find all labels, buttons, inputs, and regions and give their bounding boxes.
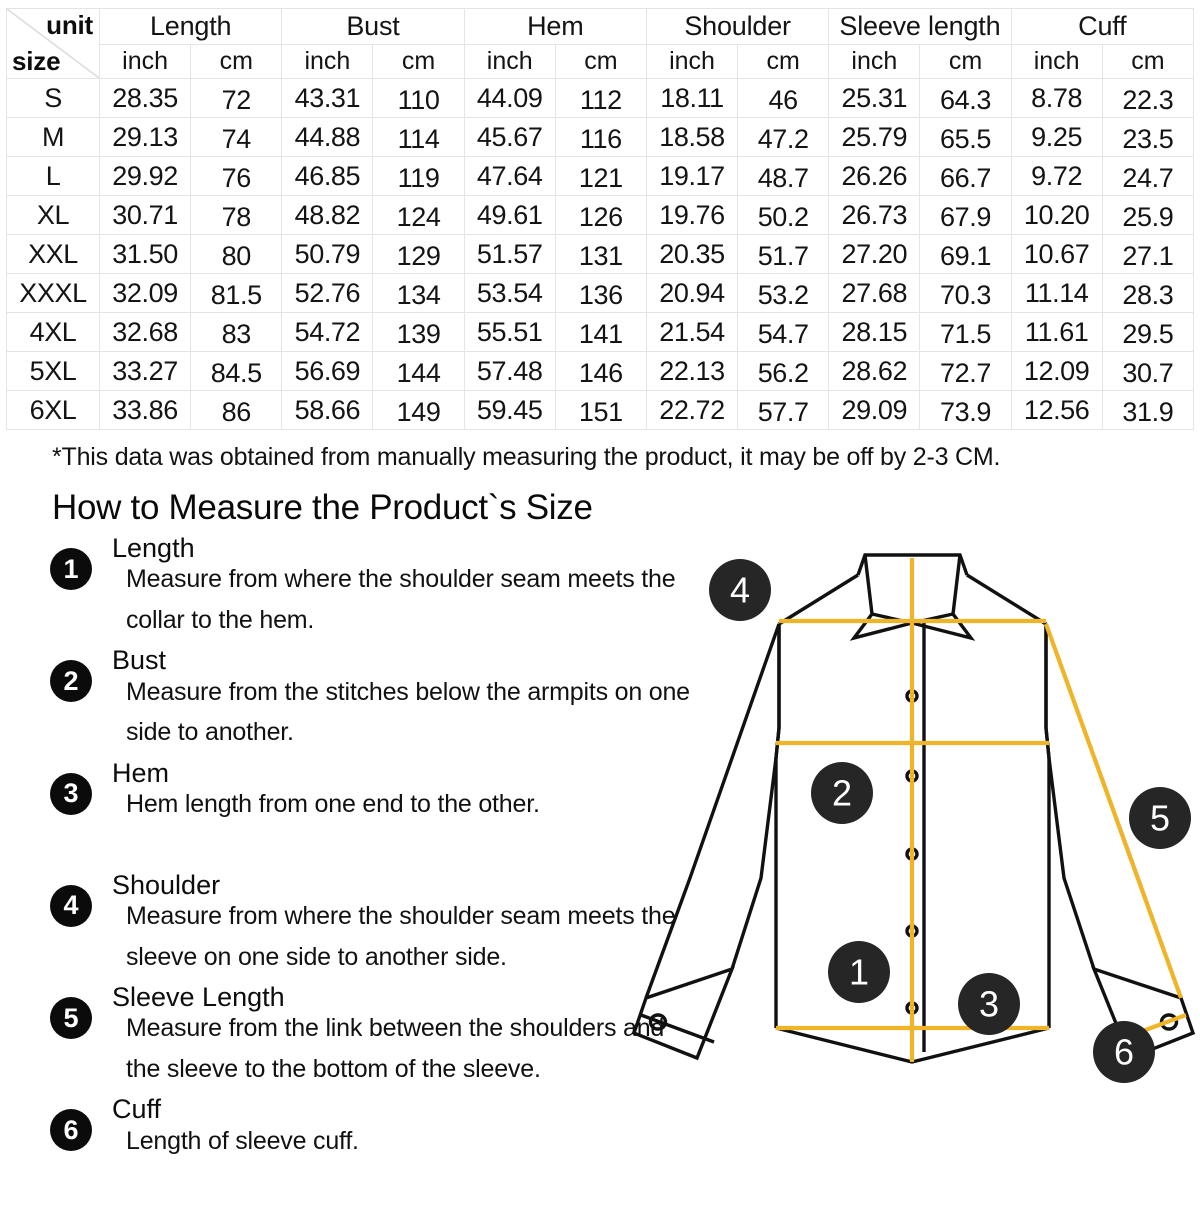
- measure-cell: 74: [191, 118, 282, 157]
- measure-cell: 73.9: [920, 391, 1011, 430]
- measure-cell: 46: [738, 79, 829, 118]
- unit-header-sleeve-cm: cm: [920, 45, 1011, 79]
- measure-cell: 28.3: [1102, 274, 1193, 313]
- table-row: [7, 313, 1194, 352]
- measure-cell: 48.7: [738, 157, 829, 196]
- callout-3-hem: [958, 973, 1020, 1035]
- size-cell: 4XL: [7, 313, 100, 352]
- measure-cell: 12.09: [1011, 352, 1102, 391]
- group-header-length: Length: [100, 9, 282, 45]
- how-to-measure-section: [0, 528, 1200, 1218]
- measure-cell: 119: [373, 157, 464, 196]
- measure-cell: 139: [373, 313, 464, 352]
- measure-cell: 78: [191, 196, 282, 235]
- table-row: [7, 157, 1194, 196]
- unit-header-bust-cm: cm: [373, 45, 464, 79]
- measure-cell: 44.88: [282, 118, 373, 157]
- measure-cell: 25.31: [829, 79, 920, 118]
- measure-cell: 52.76: [282, 274, 373, 313]
- callout-6-cuff: [1093, 1021, 1155, 1083]
- measure-cell: 54.7: [738, 313, 829, 352]
- measure-cell: 23.5: [1102, 118, 1193, 157]
- group-header-cuff: Cuff: [1011, 9, 1193, 45]
- unit-header-bust-inch: inch: [282, 45, 373, 79]
- callout-5-sleeve-length: [1129, 787, 1191, 849]
- measure-cell: 57.48: [464, 352, 555, 391]
- measure-cell: 59.45: [464, 391, 555, 430]
- left-sleeve-inner-edge: [732, 624, 779, 969]
- measure-cell: 58.66: [282, 391, 373, 430]
- measure-cell: 71.5: [920, 313, 1011, 352]
- measure-cell: 144: [373, 352, 464, 391]
- table-row: [7, 274, 1194, 313]
- measure-cell: 149: [373, 391, 464, 430]
- table-row: [7, 196, 1194, 235]
- unit-header-length-cm: cm: [191, 45, 282, 79]
- measure-label: Shoulder: [112, 869, 221, 900]
- measurement-disclaimer: *This data was obtained from manually measuring the product, it may be off by 2-3 CM.: [52, 443, 1001, 471]
- header-row-groups: [7, 9, 1194, 45]
- measure-cell: 121: [555, 157, 646, 196]
- measure-cell: 31.9: [1102, 391, 1193, 430]
- size-cell: XXL: [7, 235, 100, 274]
- measure-number-badge: 4: [50, 885, 92, 927]
- unit-header-hem-inch: inch: [464, 45, 555, 79]
- measure-cell: 116: [555, 118, 646, 157]
- measure-number-badge: 6: [50, 1109, 92, 1151]
- collar-left-point: [854, 555, 912, 638]
- measure-cell: 33.27: [100, 352, 191, 391]
- measure-cell: 33.86: [100, 391, 191, 430]
- measure-cell: 55.51: [464, 313, 555, 352]
- svg-text:4: 4: [729, 569, 751, 611]
- measure-label: Length: [112, 533, 195, 563]
- measure-cell: 22.13: [646, 352, 737, 391]
- measure-cell: 131: [555, 235, 646, 274]
- measure-number-badge: 5: [50, 997, 92, 1039]
- measure-number-badge: 3: [50, 773, 92, 815]
- measure-cell: 27.20: [829, 235, 920, 274]
- corner-unit-size-cell: [7, 9, 100, 79]
- list-item: [50, 1095, 690, 1201]
- header-row-units: [7, 45, 1194, 79]
- measure-cell: 44.09: [464, 79, 555, 118]
- measure-cell: 26.73: [829, 196, 920, 235]
- unit-header-cuff-cm: cm: [1102, 45, 1193, 79]
- right-shoulder-seam: [967, 575, 1046, 624]
- measure-cell: 10.20: [1011, 196, 1102, 235]
- measure-description: Length of sleeve cuff.: [126, 1126, 359, 1155]
- measure-cell: 86: [191, 391, 282, 430]
- list-item: [50, 983, 690, 1089]
- measure-cell: 57.7: [738, 391, 829, 430]
- callout-1-length: [828, 941, 890, 1003]
- size-cell: 6XL: [7, 391, 100, 430]
- measure-cell: 45.67: [464, 118, 555, 157]
- measure-cell: 151: [555, 391, 646, 430]
- measure-cell: 28.35: [100, 79, 191, 118]
- measure-cell: 134: [373, 274, 464, 313]
- measure-cell: 54.72: [282, 313, 373, 352]
- unit-header-length-inch: inch: [100, 45, 191, 79]
- measure-cell: 48.82: [282, 196, 373, 235]
- size-chart-body: [7, 79, 1194, 430]
- measure-cell: 31.50: [100, 235, 191, 274]
- left-sleeve-outer-edge: [646, 624, 779, 998]
- size-cell: L: [7, 157, 100, 196]
- size-cell: 5XL: [7, 352, 100, 391]
- body-right-side: [1046, 624, 1049, 1028]
- table-row: [7, 235, 1194, 274]
- svg-text:3: 3: [978, 983, 1000, 1025]
- unit-header-hem-cm: cm: [555, 45, 646, 79]
- unit-header-sleeve-inch: inch: [829, 45, 920, 79]
- list-item: [50, 646, 690, 752]
- size-chart-section: [0, 0, 1200, 430]
- measure-cell: 18.11: [646, 79, 737, 118]
- measure-cell: 146: [555, 352, 646, 391]
- measure-label: Sleeve Length: [112, 982, 285, 1013]
- measure-number-badge: 2: [50, 660, 92, 702]
- measure-cell: 10.67: [1011, 235, 1102, 274]
- measure-cell: 84.5: [191, 352, 282, 391]
- callout-4-shoulder: [709, 559, 771, 621]
- list-item: [50, 871, 690, 977]
- size-cell: S: [7, 79, 100, 118]
- measure-cell: 47.64: [464, 157, 555, 196]
- measure-cell: 30.7: [1102, 352, 1193, 391]
- body-left-side: [776, 624, 779, 1028]
- measure-cell: 43.31: [282, 79, 373, 118]
- size-chart-table: [6, 8, 1194, 430]
- table-row: [7, 352, 1194, 391]
- group-header-shoulder: Shoulder: [646, 9, 828, 45]
- measure-cell: 50.2: [738, 196, 829, 235]
- measure-cell: 21.54: [646, 313, 737, 352]
- measure-cell: 28.15: [829, 313, 920, 352]
- measure-cell: 129: [373, 235, 464, 274]
- measure-cell: 11.61: [1011, 313, 1102, 352]
- measure-cell: 27.1: [1102, 235, 1193, 274]
- list-item: [50, 534, 690, 640]
- measure-cell: 49.61: [464, 196, 555, 235]
- measure-cell: 51.57: [464, 235, 555, 274]
- measure-cell: 114: [373, 118, 464, 157]
- measure-cell: 22.72: [646, 391, 737, 430]
- measure-cell: 67.9: [920, 196, 1011, 235]
- svg-text:6: 6: [1113, 1031, 1135, 1073]
- left-shoulder-seam: [779, 575, 858, 624]
- measure-cell: 81.5: [191, 274, 282, 313]
- measure-cell: 70.3: [920, 274, 1011, 313]
- measure-cell: 110: [373, 79, 464, 118]
- table-row: [7, 118, 1194, 157]
- size-cell: XL: [7, 196, 100, 235]
- measure-cell: 9.72: [1011, 157, 1102, 196]
- measure-cell: 18.58: [646, 118, 737, 157]
- measure-cell: 76: [191, 157, 282, 196]
- measure-cell: 27.68: [829, 274, 920, 313]
- measure-description: Measure from where the shoulder seam meets the sleeve on one side to another side.: [126, 902, 676, 971]
- measure-description: Hem length from one end to the other.: [126, 790, 540, 819]
- measure-cell: 26.26: [829, 157, 920, 196]
- svg-text:2: 2: [831, 772, 853, 814]
- measure-label: Cuff: [112, 1094, 162, 1125]
- measure-cell: 29.92: [100, 157, 191, 196]
- measure-cell: 19.76: [646, 196, 737, 235]
- corner-size-label: size: [12, 46, 61, 76]
- measure-cell: 20.35: [646, 235, 737, 274]
- measure-cell: 50.79: [282, 235, 373, 274]
- measure-cell: 136: [555, 274, 646, 313]
- measure-cell: 64.3: [920, 79, 1011, 118]
- group-header-bust: Bust: [282, 9, 464, 45]
- list-item: [50, 759, 690, 865]
- measure-cell: 141: [555, 313, 646, 352]
- measure-cell: 53.2: [738, 274, 829, 313]
- measure-cell: 20.94: [646, 274, 737, 313]
- measure-cell: 25.79: [829, 118, 920, 157]
- measure-cell: 12.56: [1011, 391, 1102, 430]
- svg-text:1: 1: [848, 951, 870, 993]
- measure-cell: 32.09: [100, 274, 191, 313]
- measure-cell: 29.5: [1102, 313, 1193, 352]
- measure-cell: 56.2: [738, 352, 829, 391]
- group-header-hem: Hem: [464, 9, 646, 45]
- measure-cell: 53.54: [464, 274, 555, 313]
- measure-cell: 11.14: [1011, 274, 1102, 313]
- measure-description: Measure from the link between the shoulders and the sleeve to the bottom of the sleeve.: [126, 1014, 665, 1083]
- measure-description: Measure from where the shoulder seam meets the collar to the hem.: [126, 565, 676, 634]
- table-row: [7, 79, 1194, 118]
- unit-header-shoulder-inch: inch: [646, 45, 737, 79]
- measure-label: Bust: [112, 645, 167, 676]
- how-to-measure-title: How to Measure the Product`s Size: [52, 488, 593, 527]
- measure-cell: 112: [555, 79, 646, 118]
- measure-cell: 80: [191, 235, 282, 274]
- measure-cell: 29.13: [100, 118, 191, 157]
- measurement-instruction-list: [50, 534, 690, 1207]
- size-cell: M: [7, 118, 100, 157]
- measure-cell: 32.68: [100, 313, 191, 352]
- right-sleeve-inner-edge: [1046, 624, 1094, 969]
- measure-cell: 9.25: [1011, 118, 1102, 157]
- measure-cell: 69.1: [920, 235, 1011, 274]
- corner-unit-label: unit: [46, 10, 93, 40]
- measure-cell: 28.62: [829, 352, 920, 391]
- measure-cell: 19.17: [646, 157, 737, 196]
- measure-description: Measure from the stitches below the armpits on one side to another.: [126, 677, 690, 747]
- measure-cell: 29.09: [829, 391, 920, 430]
- size-cell: XXXL: [7, 274, 100, 313]
- measure-number-badge: 1: [50, 548, 92, 590]
- measure-cell: 126: [555, 196, 646, 235]
- measure-cell: 72.7: [920, 352, 1011, 391]
- measure-cell: 30.71: [100, 196, 191, 235]
- measure-cell: 24.7: [1102, 157, 1193, 196]
- shirt-measurement-diagram: [628, 528, 1200, 1148]
- measure-cell: 83: [191, 313, 282, 352]
- collar-right-point: [912, 555, 971, 638]
- measure-cell: 8.78: [1011, 79, 1102, 118]
- left-cuff: [634, 969, 732, 1058]
- unit-header-cuff-inch: inch: [1011, 45, 1102, 79]
- measure-cell: 51.7: [738, 235, 829, 274]
- table-row: [7, 391, 1194, 430]
- group-header-sleeve-length: Sleeve length: [829, 9, 1011, 45]
- measure-cell: 46.85: [282, 157, 373, 196]
- measure-cell: 47.2: [738, 118, 829, 157]
- measure-cell: 25.9: [1102, 196, 1193, 235]
- measure-cell: 65.5: [920, 118, 1011, 157]
- measure-cell: 124: [373, 196, 464, 235]
- svg-text:5: 5: [1149, 797, 1171, 839]
- size-chart-header: [7, 9, 1194, 79]
- unit-header-shoulder-cm: cm: [738, 45, 829, 79]
- measure-cell: 72: [191, 79, 282, 118]
- callout-2-bust: [811, 762, 873, 824]
- measure-cell: 56.69: [282, 352, 373, 391]
- measure-cell: 22.3: [1102, 79, 1193, 118]
- measure-cell: 66.7: [920, 157, 1011, 196]
- measure-label: Hem: [112, 757, 170, 788]
